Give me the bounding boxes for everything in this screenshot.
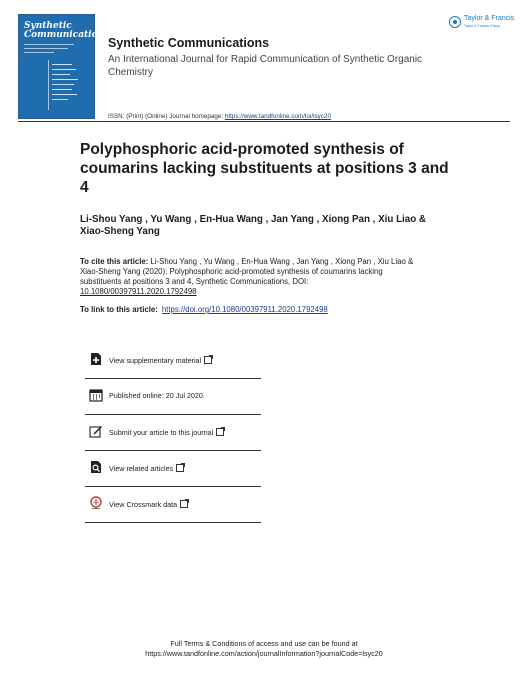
cover-text-line [24,48,68,49]
crossmark-row[interactable] [85,486,261,523]
supplementary-plus-icon [89,352,103,366]
supplementary-material-label: View supplementary material [109,356,202,365]
submit-article-label: Submit your article to this journal [109,428,214,437]
published-online-label: Published online: 20 Jul 2020. [109,391,205,400]
submit-article-row[interactable] [85,414,261,451]
search-document-icon [89,460,103,474]
external-link-icon [180,500,188,508]
publisher-name: Taylor & Francis [464,15,515,22]
header-divider [18,121,450,122]
published-online-row [85,378,261,415]
publisher-tagline: Taylor & Francis Group [464,24,500,28]
journal-title[interactable]: Synthetic Communications [108,36,270,50]
row-label [109,427,224,437]
cite-text: Li-Shou Yang , Yu Wang , En-Hua Wang , Jan Yang , Xiong Pan , Xiu Liao & Xiao-Sheng Yang (2020): Polyphosphoric acid-promoted synthesis of coumarins lacking substituents at positions 3 and 4, Synthetic Communications, DOI: [80,257,414,286]
external-link-icon [216,428,224,436]
supplementary-material-row[interactable] [85,342,261,379]
cover-title-line1: Synthetic [24,21,72,31]
journal-homepage-link[interactable]: https://www.tandfonline.com/loi/lsyc20 [224,113,331,120]
cite-doi-link[interactable]: 10.1080/00397911.2020.1792498 [80,287,197,296]
header-divider [450,121,510,122]
related-articles-row[interactable] [85,450,261,487]
taylor-francis-logo-icon [449,16,461,28]
issn-text: ISSN: (Print) (Online) Journal homepage: [108,113,225,120]
article-link-block [80,305,328,314]
journal-subtitle: An International Journal for Rapid Communication of Synthetic Organic Chemistry [108,54,423,78]
footer [0,639,528,658]
link-label: To link to this article: [80,305,158,314]
external-link-icon [176,464,184,472]
crossmark-label: View Crossmark data [109,500,178,509]
publisher-logo[interactable] [449,14,515,32]
cover-text-line [24,52,54,53]
article-authors: Li-Shou Yang , Yu Wang , En-Hua Wang , Jan Yang , Xiong Pan , Xiu Liao & Xiao-Sheng Yang [80,214,427,237]
related-articles-label: View related articles [109,464,174,473]
footer-terms-text: Full Terms & Conditions of access and use can be found at [170,639,358,648]
footer-terms-link[interactable]: https://www.tandfonline.com/action/journalInformation?journalCode=lsyc20 [145,648,383,658]
article-title: Polyphosphoric acid-promoted synthesis of coumarins lacking substituents at positions 3 and 4 [80,141,449,196]
row-label [109,355,212,365]
cite-label: To cite this article: [80,257,149,266]
calendar-icon [89,388,103,402]
issn-line [108,113,331,120]
crossmark-icon [89,496,103,510]
edit-pencil-icon [89,424,103,438]
external-link-icon [204,356,212,364]
row-label [109,499,188,509]
cover-text-line [24,44,74,45]
journal-cover-image [18,14,110,119]
article-doi-link[interactable]: https://doi.org/10.1080/00397911.2020.1792498 [161,305,328,314]
citation-block [80,257,420,297]
cover-title-line2: Communications [24,30,110,40]
row-label [109,463,184,473]
cover-contents-box [48,60,89,110]
